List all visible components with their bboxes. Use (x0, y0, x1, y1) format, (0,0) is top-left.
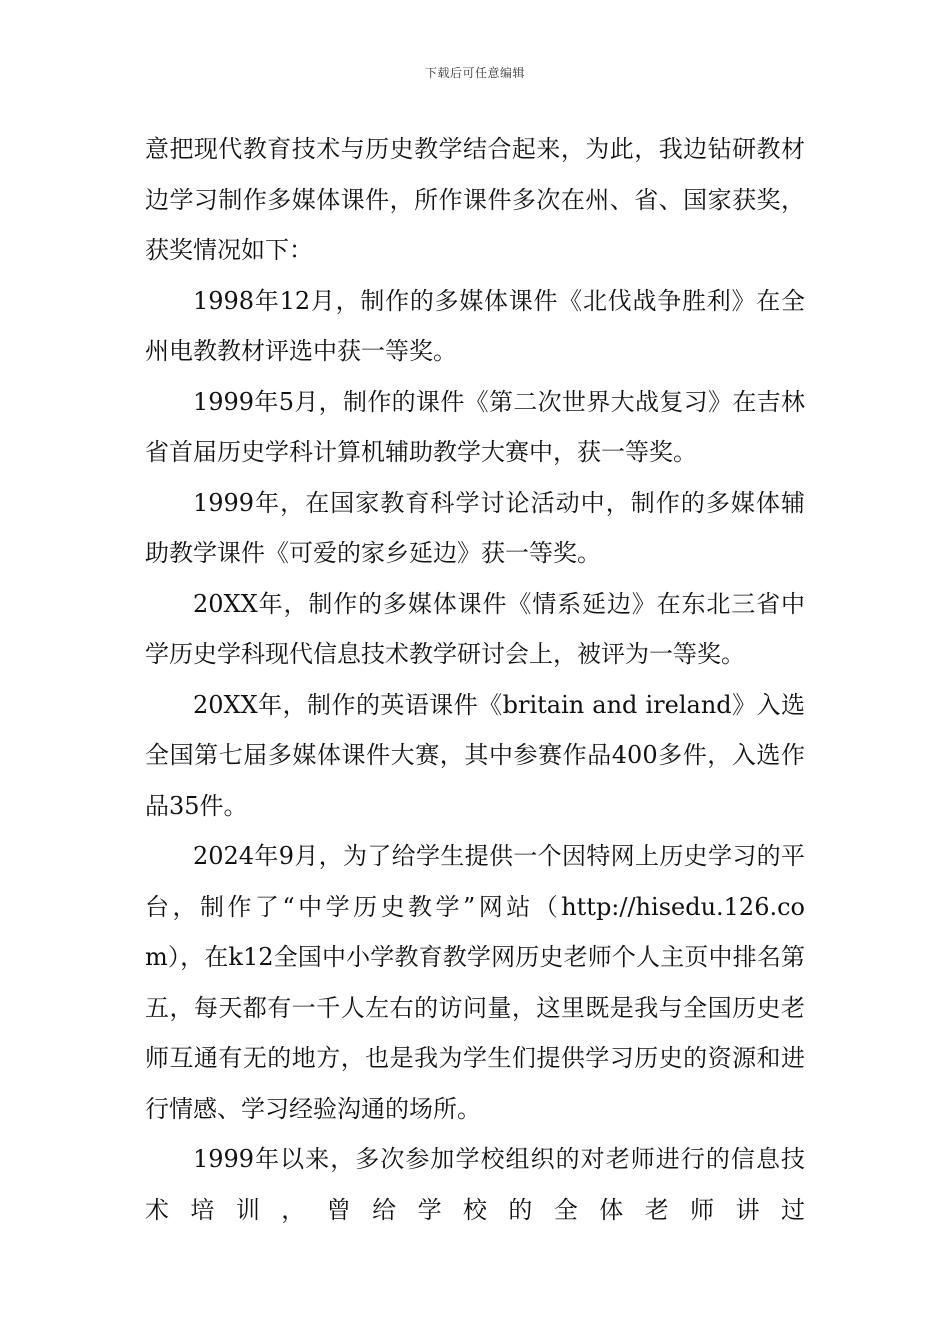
document-body (145, 124, 805, 1235)
paragraph-award-1998: 1998年12月，制作的多媒体课件《北伐战争胜利》在全州电教教材评选中获一等奖。 (145, 286, 805, 365)
paragraph-award-1999-may: 1999年5月，制作的课件《第二次世界大战复习》在吉林省首届历史学科计算机辅助教学大赛中，获一等奖。 (145, 387, 805, 466)
paragraph-website-2024: 2024年9月，为了给学生提供一个因特网上历史学习的平台，制作了“中学历史教学”网站（http://hisedu.126.com），在k12全国中小学教育教学网历史老师个人主页中排名第五，每天都有一千人左右的访问量，这里既是我与全国历史老师互通有无的地方，也是我为学生们提供学习历史的资源和进行情感、学习经验沟通的场所。 (145, 842, 805, 1123)
paragraph-award-20xx-2: 20XX年，制作的英语课件《britain and ireland》入选全国第七届多媒体课件大赛，其中参赛作品400多件，入选作品35件。 (145, 690, 805, 820)
paragraph-award-1999: 1999年，在国家教育科学讨论活动中，制作的多媒体辅助教学课件《可爱的家乡延边》获一等奖。 (145, 488, 805, 567)
paragraph-award-20xx-1: 20XX年，制作的多媒体课件《情系延边》在东北三省中学历史学科现代信息技术教学研讨会上，被评为一等奖。 (145, 589, 805, 668)
page-header: 下载后可任意编辑 (424, 66, 525, 80)
paragraph-intro: 意把现代教育技术与历史教学结合起来，为此，我边钻研教材边学习制作多媒体课件，所作课件多次在州、省、国家获奖，获奖情况如下： (145, 135, 805, 264)
paragraph-training: 1999年以来，多次参加学校组织的对老师进行的信息技术培训，曾给学校的全体老师讲过 (145, 1145, 805, 1224)
